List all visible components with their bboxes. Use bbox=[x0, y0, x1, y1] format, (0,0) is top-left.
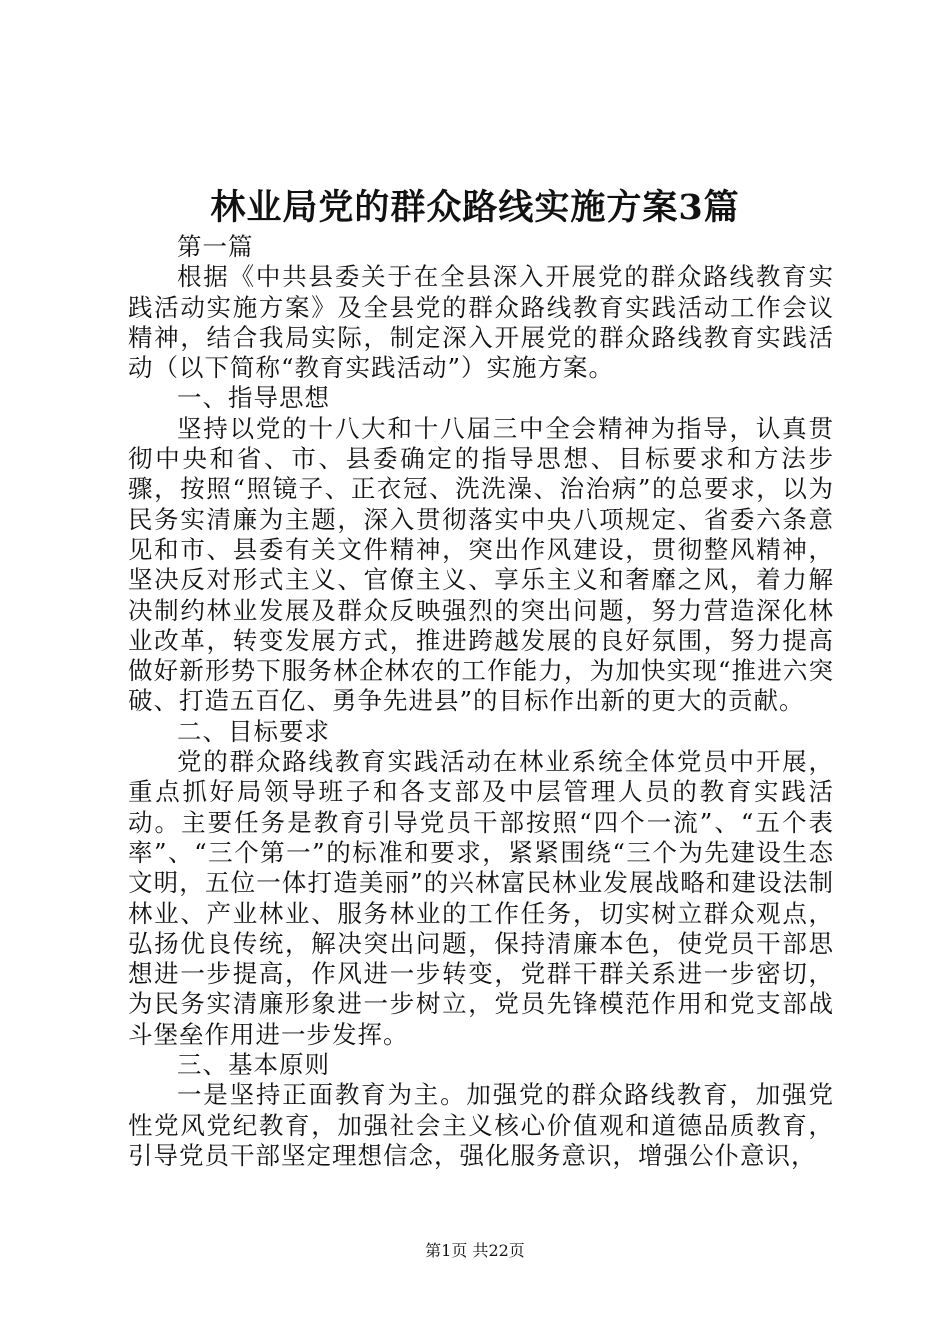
section-heading: 一、指导思想 bbox=[177, 383, 330, 413]
body-paragraph: 党的群众路线教育实践活动在林业系统全体党员中开展，重点抓好局领导班子和各支部及中层管理人员的教育实践活动。主要任务是教育引导党员干部按照“四个一流”、“五个表率”、“三个第一”的标准和要求，紧紧围绕“三个为先建设生态文明，五位一体打造美丽”的兴林富民林业发展战略和建设法制林业、产业林业、服务林业的工作任务，切实树立群众观点，弘扬优良传统，解决突出问题，保持清廉本色，使党员干部思想进一步提高，作风进一步转变，党群干群关系进一步密切，为民务实清廉形象进一步树立，党员先锋模范作用和党支部战斗堡垒作用进一步发挥。 bbox=[128, 747, 834, 1049]
section-heading: 二、目标要求 bbox=[177, 716, 330, 746]
body-paragraph: 根据《中共县委关于在全县深入开展党的群众路线教育实践活动实施方案》及全县党的群众路线教育实践活动工作会议精神，结合我局实际，制定深入开展党的群众路线教育实践活动（以下简称“教育实践活动”）实施方案。 bbox=[128, 262, 834, 383]
document-title: 林业局党的群众路线实施方案3篇 bbox=[210, 187, 740, 228]
section-heading: 三、基本原则 bbox=[177, 1050, 330, 1080]
page-footer: 第1页 共22页 bbox=[425, 1241, 525, 1260]
body-paragraph: 坚持以党的十八大和十八届三中全会精神为指导，认真贯彻中央和省、市、县委确定的指导思想、目标要求和方法步骤，按照“照镜子、正衣冠、洗洗澡、治治病”的总要求，以为民务实清廉为主题，深入贯彻落实中央八项规定、省委六条意见和市、县委有关文件精神，突出作风建设，贯彻整风精神，坚决反对形式主义、官僚主义、享乐主义和奢靡之风，着力解决制约林业发展及群众反映强烈的突出问题，努力营造深化林业改革，转变发展方式，推进跨越发展的良好氛围，努力提高做好新形势下服务林企林农的工作能力，为加快实现“推进六突破、打造五百亿、勇争先进县”的目标作出新的更大的贡献。 bbox=[128, 413, 834, 716]
body-paragraph: 一是坚持正面教育为主。加强党的群众路线教育，加强党性党风党纪教育，加强社会主义核心价值观和道德品质教育，引导党员干部坚定理想信念，强化服务意识，增强公仆意识， bbox=[128, 1080, 834, 1170]
document-body bbox=[128, 232, 834, 1171]
section-label: 第一篇 bbox=[177, 232, 254, 261]
